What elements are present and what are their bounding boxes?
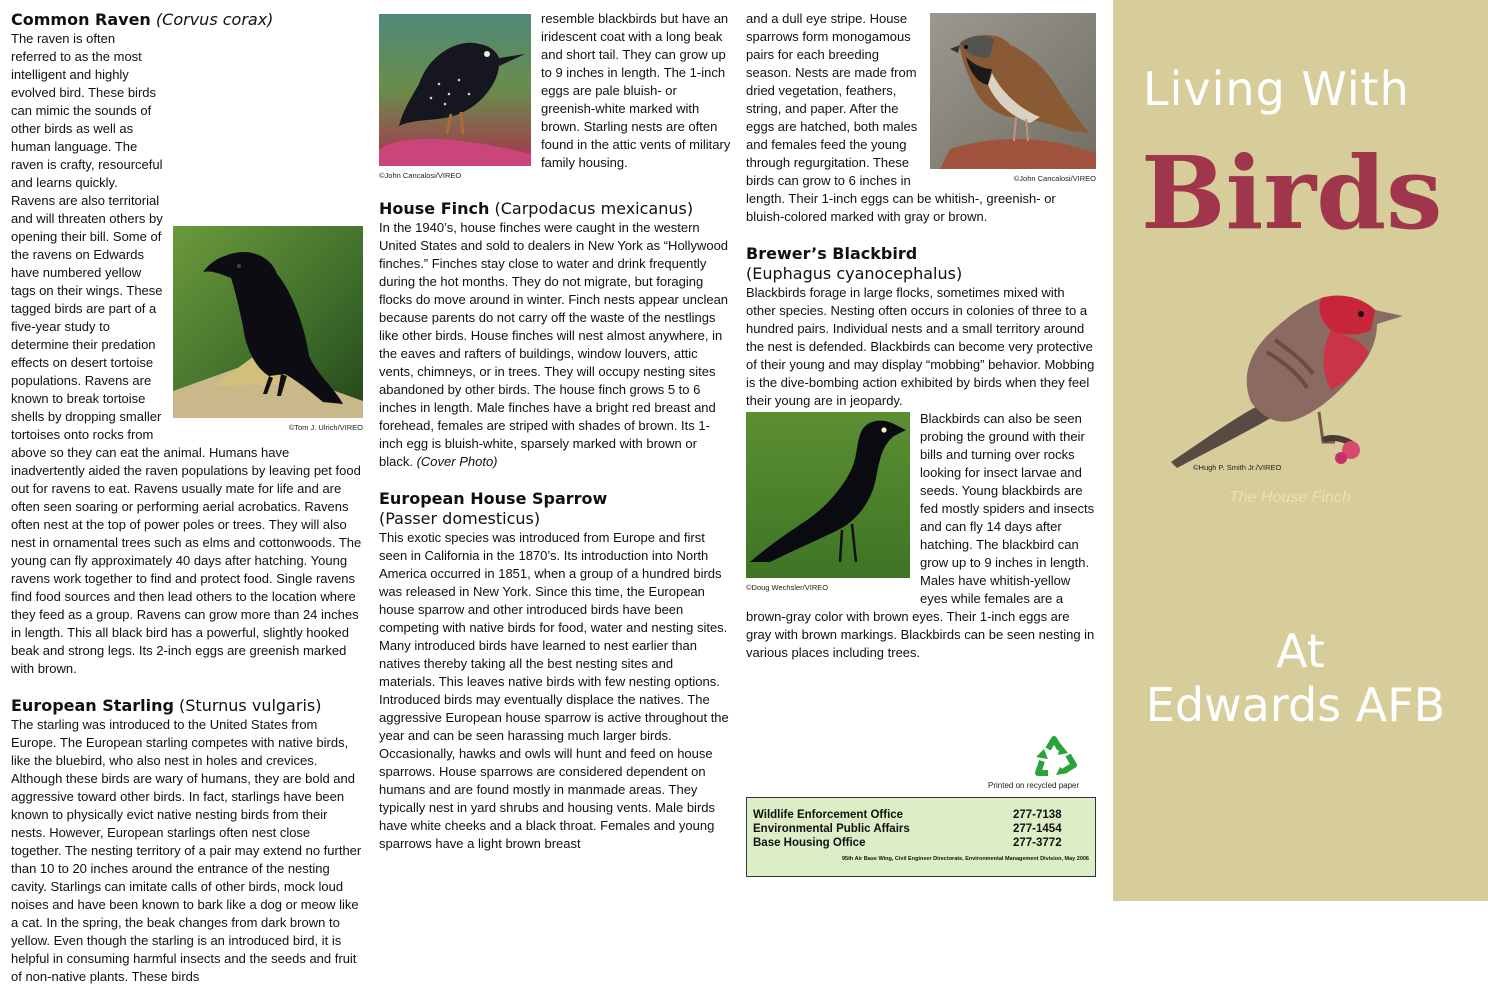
sparrow-text: This exotic species was introduced from Europe and first seen in California in the 1870’s. Its introduction into North America occurred in 1851, when a group of a hundred birds was released in New York. Since this time, the European house sparrow and other introduced birds have been competing with native birds for food, water and nesting sites. Many introduced birds have learned to nest earlier than natives thereby taking all the best nesting sites and materials. This leaves native birds with few nesting options. Introduced birds may eventually displace the natives. The aggressive European house sparrow is active throughout the year and can be seen harassing much larger birds. Occasionally, hawks and owls will hunt and feed on house sparrows. House sparrows are considered dependent on humans and are found mostly in manmade areas. They typically nest in yard shrubs and housing vents. Male birds have white cheeks and a black throat. Females and young sparrows have a light brown breast <box>379 530 729 851</box>
starling-photo-block <box>379 14 531 181</box>
cover-photo-credit: ©Hugh P. Smith Jr./VIREO <box>1193 463 1282 472</box>
starling-name: European Starling <box>11 696 174 715</box>
raven-photo-block <box>173 226 363 433</box>
starling-photo <box>379 14 531 166</box>
sparrow-photo-credit: ©John Cancalosi/VIREO <box>1013 174 1096 183</box>
recycle-icon <box>1032 735 1080 784</box>
contact-phone: 277-3772 <box>1013 837 1062 849</box>
finch-text <box>379 219 731 471</box>
blackbird-text: Blackbirds forage in large flocks, sometimes mixed with other species. Nesting often occurs in colonies of three to a hundred pairs. Individual nests and a small territory around the nest is defended. Blackbirds can become very protective of their young and may display “mobbing” behavior. Mobbing is the dive-bombing action exhibited by birds when they feel their young are in jeopardy. <box>746 285 1095 408</box>
column-2 <box>379 10 731 853</box>
sparrow-photo <box>930 13 1096 169</box>
blackbird-scientific-name: (Euphagus cyanocephalus) <box>746 264 963 283</box>
column-3 <box>746 10 1096 662</box>
cover-panel <box>1113 0 1488 901</box>
starling-text: The starling was introduced to the United States from Europe. The European starling competes with native birds, like the bluebird, who also nest in holes and crevices. Although these birds are wary of humans, they are bold and aggressive toward other birds. In fact, starlings have been known to physically evict native nesting birds from their nests. However, European starlings often nest close together. The nesting territory of a pair may extend no further than 10 to 20 inches around the entrance of the nesting cavity. Starlings can imitate calls of other birds, mock loud noises and have been known to bark like a dog or meow like a cat. In the spring, the beak changes from dark brown to yellow. Even though the starling is an introduced bird, it is helpful in consuming harmful insects and the seeds and fruit of non-native plants. These birds <box>11 717 362 984</box>
raven-photo <box>173 226 363 418</box>
raven-scientific-name: (Corvus corax) <box>155 10 274 29</box>
contact-footer: 95th Air Base Wing, Civil Engineer Directorate, Environmental Management Division, May 2006 <box>841 856 1089 862</box>
contact-row <box>753 836 1089 850</box>
finch-body: In the 1940’s, house finches were caught in the western United States and sold to dealers in New York as “Hollywood finches.” Finches stay close to water and drink frequently during the hot months. They do not migrate, but foraging flocks do move around in winter. Finch nests appear unclean because parents do not carry off the waste of the nestlings like other birds. House finches will nest almost anywhere, in the eaves and rafters of buildings, window louvers, attic vents, chimneys, or in trees. They will occupy nesting sites abandoned by other birds. The house finch grows 5 to 6 inches in length. Male finches have a bright red breast and forehead, females are striped with shades of brown. Its 1-inch egg is bluish-white, sparsely marked with brown or black. <box>379 220 729 469</box>
finch-name: House Finch <box>379 199 490 218</box>
raven-heading <box>11 10 363 30</box>
raven-photo-credit: ©Tom J. Ulrich/VIREO <box>288 423 363 432</box>
column-1 <box>11 10 363 986</box>
cover-location: Edwards AFB <box>1145 678 1446 732</box>
contact-label: Wildlife Enforcement Office <box>753 809 904 821</box>
starling-scientific-name: (Sturnus vulgaris) <box>179 696 322 715</box>
cover-title-line1: Living With <box>1143 62 1410 116</box>
raven-text: The raven is often referred to as the most intelligent and highly evolved bird. These birds can mimic the sounds of other birds as well as human language. The raven is crafty, resourceful and learns quickly. Ravens are also territorial and will threaten others by opening their bill. Some of the ravens on Edwards have numbered yellow tags on their wings. These tagged birds are part of a five-year study to determine their predation effects on desert tortoise populations. Ravens are known to break tortoise shells by dropping smaller tortoises onto rocks from above so they can eat the animal. Humans have inadvertently aided the raven populations by leaving pet food out for ravens to eat. Ravens usually mate for life and are often seen soaring or performing aerial acrobatics. Ravens often nest at the top of power poles or trees. They will also nest in ornamental trees such as elms and cottonwoods. The young can fly approximately 40 days after hatching. Young ravens work together to find and protect food. Single ravens find food sources and then lead others to the location where they feed as a group. Ravens can grow more than 24 inches in length. This all black bird has a powerful, slightly hooked beak and strong legs. Its 2-inch eggs are greenish marked with brown. <box>11 31 362 676</box>
contact-phone: 277-7138 <box>1013 809 1062 821</box>
sparrow-heading <box>379 489 731 529</box>
raven-name: Common Raven <box>11 10 151 29</box>
contact-row <box>753 822 1089 836</box>
contact-box <box>746 797 1096 877</box>
cover-at: At <box>1276 624 1325 678</box>
blackbird-photo-block <box>746 412 910 593</box>
raven-section <box>11 30 363 678</box>
recycled-paper-note: Printed on recycled paper <box>988 781 1080 790</box>
sparrow-text-continued: and a dull eye stripe. House sparrows form monogamous pairs for each breeding season. Nests are made from dried vegetation, feathers, string, and paper. After the eggs are hatched, both males and females feed the young through regurgitation. These birds can grow to 6 inches in length. Their 1-inch eggs can be whitish-, greenish- or bluish-colored marked with gray or brown. <box>746 11 1056 224</box>
blackbird-photo-credit: ©Doug Wechsler/VIREO <box>746 583 829 592</box>
blackbird-text-continued: Blackbirds can also be seen probing the ground with their bills and turning over rocks looking for insect larvae and seeds. Young blackbirds are fed mostly spiders and insects and can fly 14 days after hatching. The blackbird can grow up to 9 inches in length. Males have whitish-yellow eyes while females are a brown-gray color with brown eyes. Their 1-inch eggs are gray with brown markings. Blackbirds can be seen nesting in various places including trees. <box>746 411 1095 660</box>
finch-heading <box>379 199 731 219</box>
finch-scientific-name: (Carpodacus mexicanus) <box>494 199 694 218</box>
sparrow-photo-block <box>930 13 1096 184</box>
blackbird-photo <box>746 412 910 578</box>
starling-photo-credit: ©John Cancalosi/VIREO <box>379 171 462 180</box>
contact-label: Base Housing Office <box>753 837 866 849</box>
contact-label: Environmental Public Affairs <box>753 823 910 835</box>
sparrow-name: European House Sparrow <box>379 489 608 508</box>
blackbird-name: Brewer’s Blackbird <box>746 244 918 263</box>
blackbird-heading <box>746 244 1096 284</box>
starling-text-continued: resemble blackbirds but have an iridescent coat with a long beak and short tail. They can grow up to 9 inches in length. The 1-inch eggs are pale bluish- or greenish-white marked with brown. Starling nests are often found in the attic vents of military family housing. <box>541 11 731 170</box>
house-finch-illustration <box>1171 292 1421 482</box>
cover-title-birds: Birds <box>1141 134 1443 252</box>
cover-caption: The House Finch <box>1229 489 1351 506</box>
contact-row <box>753 808 1089 822</box>
sparrow-scientific-name: (Passer domesticus) <box>379 509 541 528</box>
contact-phone: 277-1454 <box>1013 823 1062 835</box>
finch-cover-note: (Cover Photo) <box>416 454 498 469</box>
starling-heading <box>11 696 363 716</box>
